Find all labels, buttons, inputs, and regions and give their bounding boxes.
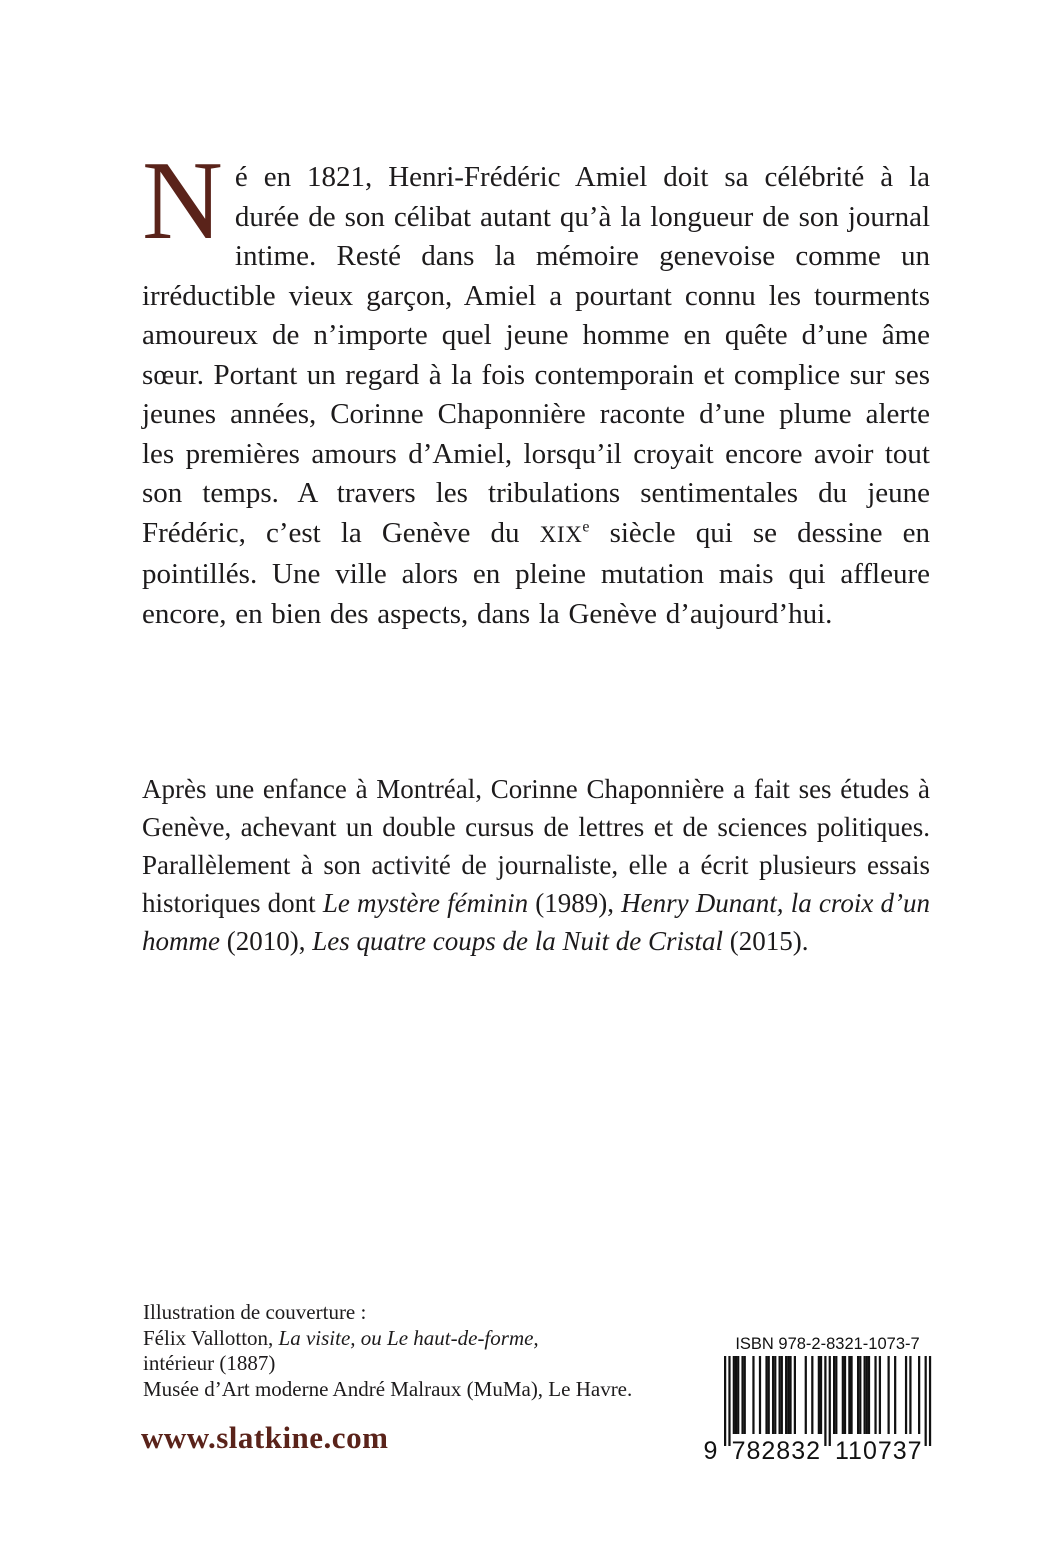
isbn-barcode bbox=[700, 1334, 934, 1462]
credit-artist-name: Félix Vallotton, bbox=[143, 1325, 279, 1350]
cover-credits bbox=[143, 1300, 703, 1402]
synopsis-text-2: siècle qui se dessine en pointillés. Une ville alors en pleine mutation mais qui affleure encore, en bien des aspects, dans la Genève d’aujourd’hui. bbox=[142, 516, 930, 630]
book-title-1: Le mystère féminin bbox=[322, 888, 529, 918]
credit-line-artist bbox=[143, 1326, 703, 1352]
isbn-label: ISBN 978-2-8321-1073-7 bbox=[735, 1335, 920, 1353]
author-bio bbox=[142, 770, 930, 960]
drop-cap: N bbox=[142, 139, 223, 263]
website-url: www.slatkine.com bbox=[141, 1420, 389, 1455]
barcode-digits-group1: 782832 bbox=[731, 1437, 822, 1462]
century-roman-numeral: XIX bbox=[539, 521, 583, 548]
century-superscript: e bbox=[582, 517, 590, 535]
book-title-2: Henry Dunant, la croix d’un homme bbox=[142, 888, 931, 956]
bio-text-4: (2015). bbox=[722, 926, 809, 956]
bio-text-3: (2010), bbox=[219, 926, 313, 956]
book-title-3: Les quatre coups de la Nuit de Cristal bbox=[312, 926, 723, 956]
credit-line-museum: Musée d’Art moderne André Malraux (MuMa), Le Havre. bbox=[143, 1376, 633, 1401]
synopsis-text-1: é en 1821, Henri-Frédéric Amiel doit sa célébrité à la durée de son célibat autant qu’à la longueur de son journal intime. Resté dans la mémoire genevoise comme un irréductible vieux garçon, Amiel a pourtant connu les tourments amoureux de n’importe quel jeune homme en quête d’une âme sœur. Portant un regard à la fois contemporain et complice sur ses jeunes années, Corinne Chaponnière raconte d’une plume alerte les premières amours d’Amiel, lorsqu’il croyait encore avoir tout son temps. A travers les tribulations sentimentales du jeune Frédéric, c’est la Genève du bbox=[142, 161, 930, 549]
barcode-bars bbox=[724, 1356, 931, 1446]
synopsis-paragraph bbox=[142, 139, 930, 634]
barcode-digits-group2: 110737 bbox=[835, 1437, 923, 1462]
credit-line-heading: Illustration de couverture : bbox=[143, 1300, 367, 1324]
bio-text-1: Après une enfance à Montréal, Corinne Chaponnière a fait ses études à Genève, achevant un double cursus de lettres et de sciences politiques. Parallèlement à son activité de journaliste, elle a écrit plusieurs essais historiques dont bbox=[142, 774, 930, 918]
barcode-digit-left: 9 bbox=[703, 1437, 719, 1462]
bio-text-2: (1989), bbox=[528, 888, 622, 918]
credit-line-year: intérieur (1887) bbox=[143, 1351, 276, 1375]
credit-artwork-title: La visite, ou Le haut-de-forme, bbox=[278, 1325, 539, 1350]
